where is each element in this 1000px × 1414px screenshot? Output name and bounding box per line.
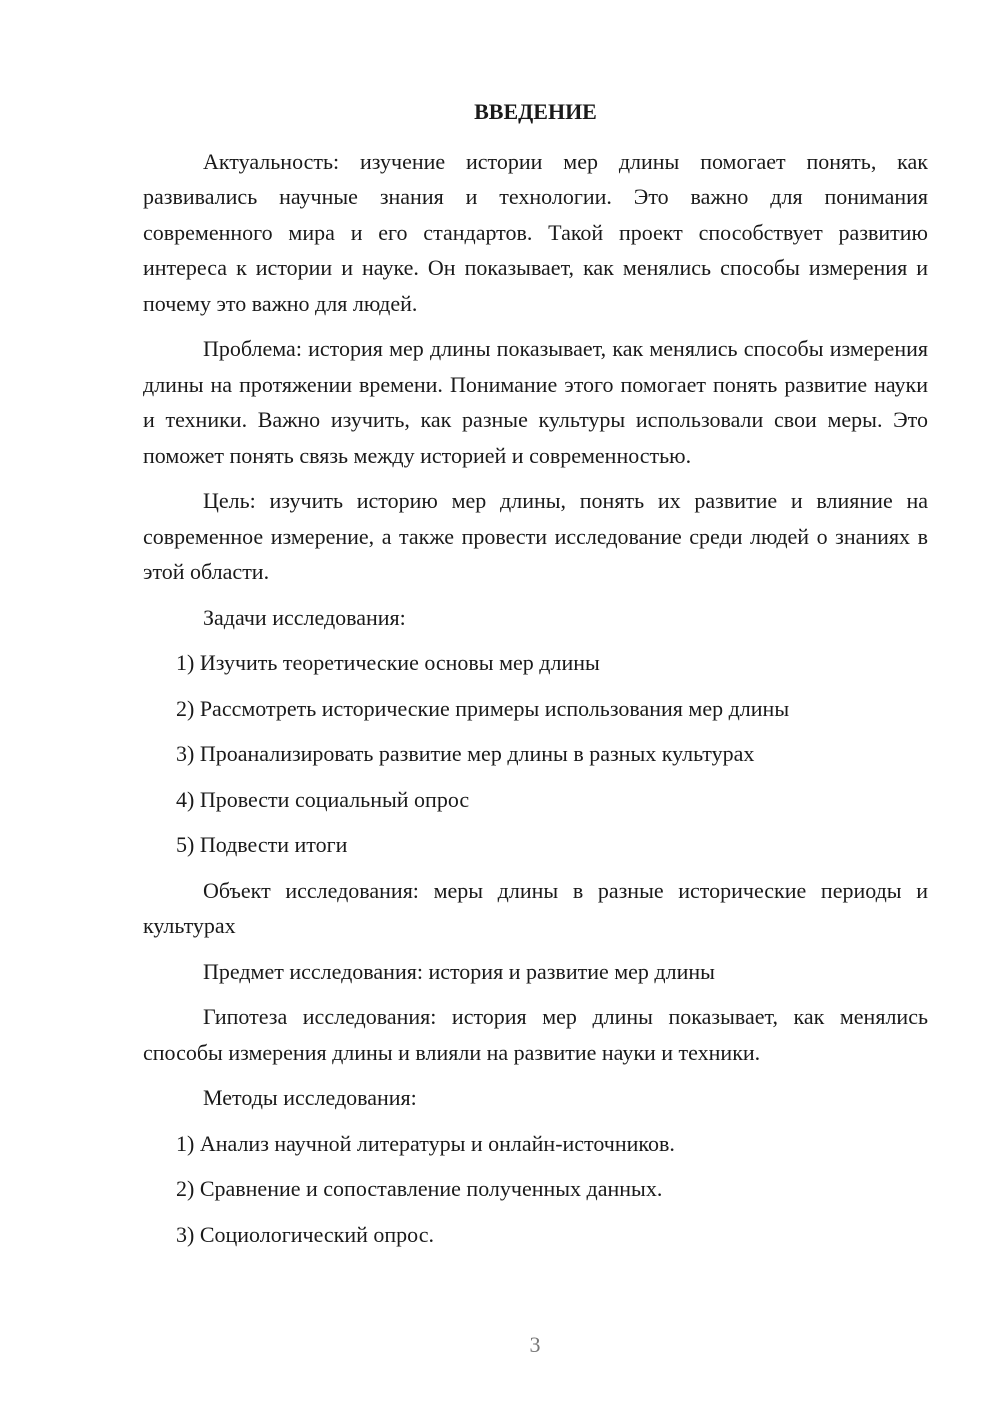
problem-paragraph: Проблема: история мер длины показывает, как менялись способы измерения длины на протяжении времени. Понимание этого помогает понять развитие науки и техники. Важно изучить, как разные культуры использовали свои меры. Это поможет понять связь между историей и современностью. <box>143 336 928 468</box>
page-number: 3 <box>529 1332 541 1357</box>
subject-paragraph: Предмет исследования: история и развитие мер длины <box>203 958 715 984</box>
document-body <box>143 94 928 1262</box>
page-title: ВВЕДЕНИЕ <box>474 99 597 124</box>
hypothesis-paragraph: Гипотеза исследования: история мер длины показывает, как менялись способы измерения длины и влияли на развитие науки и техники. <box>143 1004 928 1065</box>
task-item: 1) Изучить теоретические основы мер длины <box>176 650 600 675</box>
task-item: 4) Провести социальный опрос <box>176 786 470 812</box>
method-item: 3) Социологический опрос. <box>176 1221 434 1247</box>
methods-heading: Методы исследования: <box>203 1085 417 1110</box>
task-item: 5) Подвести итоги <box>176 832 348 857</box>
tasks-heading: Задачи исследования: <box>203 604 406 630</box>
method-item: 1) Анализ научной литературы и онлайн-источников. <box>176 1130 675 1156</box>
object-paragraph: Объект исследования: меры длины в разные исторические периоды и культурах <box>143 877 928 938</box>
task-item: 2) Рассмотреть исторические примеры использования мер длины <box>176 695 790 721</box>
method-item: 2) Сравнение и сопоставление полученных данных. <box>176 1176 663 1201</box>
goal-paragraph: Цель: изучить историю мер длины, понять их развитие и влияние на современное измерение, а также провести исследование среди людей о знаниях в этой области. <box>143 488 928 584</box>
relevance-paragraph: Актуальность: изучение истории мер длины помогает понять, как развивались научные знания и технологии. Это важно для понимания современного мира и его стандартов. Такой проект способствует развитию интереса к истории и науке. Он показывает, как менялись способы измерения и почему это важно для людей. <box>143 148 928 316</box>
task-item: 3) Проанализировать развитие мер длины в разных культурах <box>176 741 755 766</box>
